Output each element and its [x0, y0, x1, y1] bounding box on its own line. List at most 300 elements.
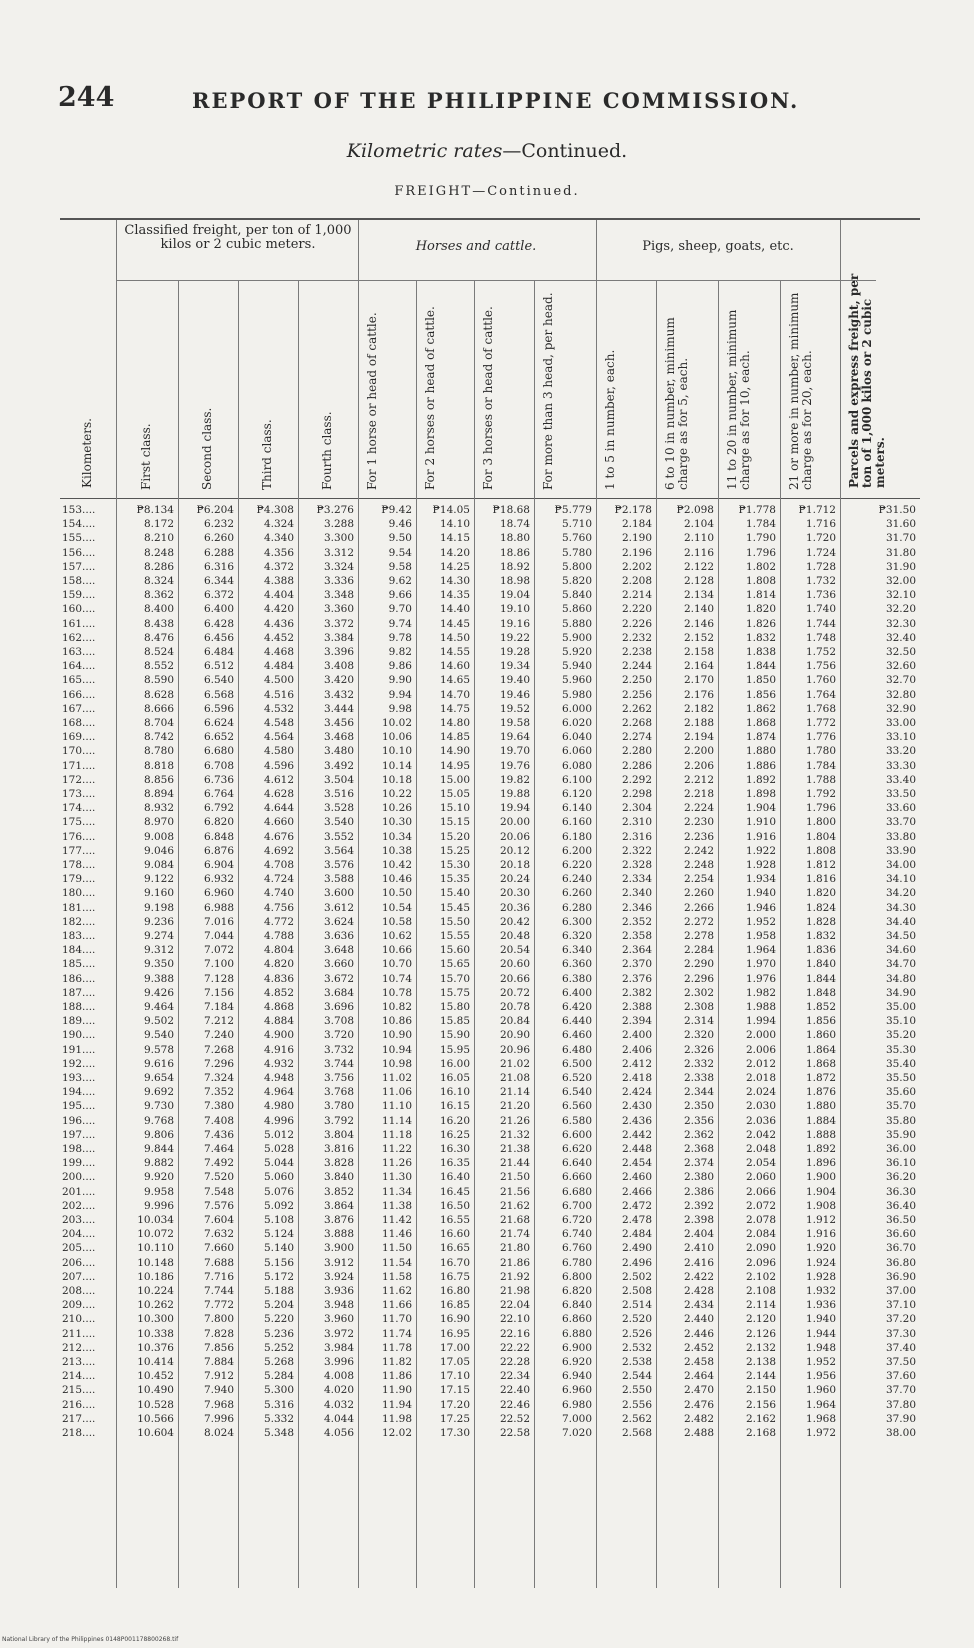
- rate-cell: 6.780: [561, 1256, 592, 1269]
- rate-cell: 1.788: [805, 773, 836, 786]
- rate-cell: 2.478: [621, 1214, 652, 1226]
- rate-cell: 2.272: [683, 915, 714, 928]
- rate-cell: 9.58: [388, 560, 412, 573]
- rate-cell: 6.316: [203, 560, 234, 573]
- rate-cell: 17.30: [439, 1427, 470, 1439]
- rate-cell: 2.072: [745, 1199, 776, 1212]
- rate-cell: 2.344: [683, 1086, 714, 1099]
- rate-cell: 5.880: [561, 617, 592, 630]
- rate-cell: 1.896: [805, 1157, 836, 1170]
- kilometers-cell: 154....: [62, 518, 96, 531]
- rate-cell: 4.996: [263, 1114, 294, 1127]
- rate-cell: 33.00: [885, 717, 916, 729]
- rate-cell: 20.90: [499, 1029, 530, 1042]
- kilometers-cell: 214....: [62, 1370, 96, 1383]
- rate-cell: 20.72: [499, 986, 530, 999]
- rate-cell: 6.792: [203, 802, 234, 815]
- rate-cell: 2.184: [621, 518, 652, 531]
- rate-cell: 2.214: [621, 589, 652, 602]
- kilometers-cell: 206....: [62, 1256, 96, 1269]
- rate-cell: 15.55: [439, 930, 470, 942]
- rate-cell: 4.008: [323, 1370, 354, 1383]
- kilometers-cell: 162....: [62, 631, 96, 644]
- kilometers-cell: 166....: [62, 688, 96, 701]
- rate-cell: 7.716: [203, 1270, 234, 1283]
- kilometers-cell: 158....: [62, 575, 96, 587]
- rate-cell: 14.10: [439, 518, 470, 531]
- rate-cell: 3.732: [323, 1043, 354, 1056]
- subtitle-rest: —Continued.: [502, 140, 628, 162]
- rate-cell: 16.00: [439, 1057, 470, 1070]
- table-row: [60, 1214, 920, 1228]
- rate-cell: 8.894: [143, 788, 174, 800]
- rate-cell: 6.260: [203, 532, 234, 545]
- table-row: [60, 1271, 920, 1285]
- rate-cell: 2.538: [621, 1356, 652, 1368]
- group-header-classified: Classified freight, per ton of 1,000 kilos or 2 cubic meters.: [124, 223, 352, 252]
- rate-cell: 37.40: [885, 1341, 916, 1354]
- rate-cell: 11.18: [381, 1128, 412, 1141]
- rate-cell: 9.806: [143, 1128, 174, 1141]
- rate-cell: 2.550: [621, 1384, 652, 1397]
- rate-cell: 4.468: [263, 646, 294, 658]
- rate-cell: 2.374: [683, 1157, 714, 1170]
- rate-cell: 7.884: [203, 1356, 234, 1368]
- rate-cell: 36.90: [885, 1270, 916, 1283]
- rate-cell: 3.888: [323, 1228, 354, 1241]
- rate-cell: 14.15: [439, 532, 470, 545]
- rate-cell: 20.18: [499, 859, 530, 871]
- table-row: [60, 859, 920, 873]
- rate-cell: 5.332: [263, 1412, 294, 1425]
- rate-cell: 10.604: [137, 1427, 174, 1439]
- rate-cell: 3.816: [323, 1143, 354, 1155]
- kilometers-cell: 180....: [62, 887, 96, 900]
- rate-cell: 17.10: [439, 1370, 470, 1383]
- rate-cell: 3.300: [323, 532, 354, 545]
- group-header-horses: Horses and cattle.: [415, 239, 537, 254]
- rate-cell: 1.790: [745, 532, 776, 545]
- rate-cell: 11.10: [381, 1100, 412, 1113]
- rate-cell: 1.928: [805, 1270, 836, 1283]
- kilometers-cell: 183....: [62, 930, 96, 942]
- table-row: [60, 902, 920, 916]
- rate-cell: 20.48: [499, 930, 530, 942]
- rate-cell: 21.68: [499, 1214, 530, 1226]
- rate-cell: 9.996: [143, 1199, 174, 1212]
- rate-cell: 5.124: [263, 1228, 294, 1241]
- rate-cell: 1.840: [805, 958, 836, 971]
- rate-cell: 7.240: [203, 1029, 234, 1042]
- rate-cell: 3.564: [323, 844, 354, 857]
- rate-cell: 14.85: [439, 731, 470, 744]
- rate-cell: 4.388: [263, 575, 294, 587]
- table-row: [60, 603, 920, 617]
- table-row: [60, 660, 920, 674]
- table-row: [60, 674, 920, 688]
- rate-cell: 1.874: [745, 731, 776, 744]
- rate-cell: 5.156: [263, 1256, 294, 1269]
- table-row: [60, 1058, 920, 1072]
- rate-cell: 2.458: [683, 1356, 714, 1368]
- subtitle-italic: Kilometric rates: [346, 140, 503, 162]
- table-row: [60, 632, 920, 646]
- rate-cell: 20.78: [499, 1001, 530, 1013]
- rate-cell: 9.350: [143, 958, 174, 971]
- rate-cell: 2.382: [621, 986, 652, 999]
- rate-cell: 33.10: [885, 731, 916, 744]
- footer-source: National Library of the Philippines 0148P001178800268.tif: [2, 1636, 179, 1643]
- rate-cell: 1.934: [745, 873, 776, 886]
- rate-cell: 3.468: [323, 731, 354, 744]
- rate-cell: 2.454: [621, 1157, 652, 1170]
- rate-cell: 6.220: [561, 859, 592, 871]
- rate-cell: 33.70: [885, 816, 916, 829]
- rate-cell: 5.012: [263, 1128, 294, 1141]
- rate-cell: 2.296: [683, 972, 714, 985]
- rate-cell: 2.090: [745, 1242, 776, 1255]
- rate-cell: 5.820: [561, 575, 592, 587]
- rate-cell: 32.90: [885, 702, 916, 715]
- rate-cell: 19.82: [499, 773, 530, 786]
- rate-cell: 11.58: [381, 1270, 412, 1283]
- rate-cell: 2.424: [621, 1086, 652, 1099]
- rate-cell: 35.80: [885, 1114, 916, 1127]
- rate-cell: 20.36: [499, 901, 530, 914]
- column-header: For 2 horses or head of cattle.: [423, 306, 437, 490]
- rate-cell: 5.092: [263, 1199, 294, 1212]
- rate-cell: 6.680: [203, 745, 234, 758]
- rate-cell: 2.568: [621, 1427, 652, 1439]
- rate-cell: 2.060: [745, 1171, 776, 1184]
- rate-cell: 1.728: [805, 560, 836, 573]
- rate-cell: 37.90: [885, 1412, 916, 1425]
- rate-cell: 1.872: [805, 1072, 836, 1084]
- rate-cell: 3.876: [323, 1214, 354, 1226]
- rate-cell: 3.852: [323, 1185, 354, 1198]
- rate-cell: 18.98: [499, 575, 530, 587]
- rate-cell: 2.376: [621, 972, 652, 985]
- rate-cell: 15.70: [439, 972, 470, 985]
- rate-cell: 12.02: [381, 1427, 412, 1439]
- rate-cell: 21.86: [499, 1256, 530, 1269]
- rate-cell: 5.300: [263, 1384, 294, 1397]
- rate-cell: 19.34: [499, 660, 530, 673]
- rate-cell: 1.768: [805, 702, 836, 715]
- rate-cell: 2.290: [683, 958, 714, 971]
- rate-cell: ₱18.68: [492, 504, 530, 516]
- kilometers-cell: 157....: [62, 560, 96, 573]
- rate-cell: 7.296: [203, 1057, 234, 1070]
- rate-cell: 4.044: [323, 1412, 354, 1425]
- rate-cell: 7.100: [203, 958, 234, 971]
- rate-cell: 14.60: [439, 660, 470, 673]
- rate-cell: 9.198: [143, 901, 174, 914]
- rate-cell: 8.210: [143, 532, 174, 545]
- rate-cell: 2.406: [621, 1043, 652, 1056]
- rate-cell: 19.76: [499, 759, 530, 772]
- rate-cell: 4.580: [263, 745, 294, 758]
- rate-cell: 6.960: [203, 887, 234, 900]
- rate-cell: 4.020: [323, 1384, 354, 1397]
- rate-cell: 2.084: [745, 1228, 776, 1241]
- rate-cell: 19.10: [499, 603, 530, 616]
- rate-cell: 5.860: [561, 603, 592, 616]
- rate-cell: 36.20: [885, 1171, 916, 1184]
- rate-cell: 7.940: [203, 1384, 234, 1397]
- rate-cell: 34.90: [885, 986, 916, 999]
- rate-cell: 8.932: [143, 802, 174, 815]
- rate-cell: 32.80: [885, 688, 916, 701]
- rate-cell: 34.50: [885, 930, 916, 942]
- rate-cell: 6.988: [203, 901, 234, 914]
- rate-cell: 2.428: [683, 1285, 714, 1297]
- rate-cell: 11.06: [381, 1086, 412, 1099]
- rate-cell: 2.434: [683, 1299, 714, 1312]
- kilometers-cell: 160....: [62, 603, 96, 616]
- table-row: [60, 745, 920, 759]
- rate-cell: 10.224: [137, 1285, 174, 1297]
- rate-cell: 2.262: [621, 702, 652, 715]
- rate-cell: 2.320: [683, 1029, 714, 1042]
- rate-cell: 19.58: [499, 717, 530, 729]
- rate-cell: 1.856: [805, 1015, 836, 1028]
- rate-cell: 21.08: [499, 1072, 530, 1084]
- rate-cell: 3.960: [323, 1313, 354, 1326]
- rate-cell: 2.322: [621, 844, 652, 857]
- table-row: [60, 1342, 920, 1356]
- rate-cell: 37.80: [885, 1398, 916, 1411]
- rate-cell: 9.882: [143, 1157, 174, 1170]
- rate-cell: 3.528: [323, 802, 354, 815]
- rate-cell: 2.470: [683, 1384, 714, 1397]
- rate-cell: 7.688: [203, 1256, 234, 1269]
- rate-cell: 2.514: [621, 1299, 652, 1312]
- rate-cell: 6.800: [561, 1270, 592, 1283]
- table-row: [60, 788, 920, 802]
- rate-cell: 5.840: [561, 589, 592, 602]
- rate-cell: 6.580: [561, 1114, 592, 1127]
- rate-cell: 14.20: [439, 546, 470, 559]
- rate-cell: 7.800: [203, 1313, 234, 1326]
- rate-cell: 2.030: [745, 1100, 776, 1113]
- rate-cell: 2.328: [621, 859, 652, 871]
- kilometers-cell: 165....: [62, 674, 96, 687]
- rate-cell: 1.784: [805, 759, 836, 772]
- rate-cell: 7.184: [203, 1001, 234, 1013]
- rate-cell: 35.60: [885, 1086, 916, 1099]
- rate-cell: 2.440: [683, 1313, 714, 1326]
- table-row: [60, 916, 920, 930]
- rate-cell: 1.888: [805, 1128, 836, 1141]
- rate-cell: 2.116: [683, 546, 714, 559]
- rate-cell: 4.516: [263, 688, 294, 701]
- kilometers-cell: 208....: [62, 1285, 96, 1297]
- rate-cell: 6.540: [561, 1086, 592, 1099]
- rate-cell: 3.864: [323, 1199, 354, 1212]
- rate-cell: 17.20: [439, 1398, 470, 1411]
- table-row: [60, 561, 920, 575]
- rate-cell: 4.660: [263, 816, 294, 829]
- rate-cell: 3.348: [323, 589, 354, 602]
- rate-cell: 6.200: [561, 844, 592, 857]
- kilometers-cell: 192....: [62, 1057, 96, 1070]
- table-row: [60, 1399, 920, 1413]
- kilometers-cell: 169....: [62, 731, 96, 744]
- rate-cell: 4.056: [323, 1427, 354, 1439]
- rate-cell: 5.252: [263, 1341, 294, 1354]
- rate-cell: 2.266: [683, 901, 714, 914]
- rate-cell: 2.196: [621, 546, 652, 559]
- rate-cell: 2.000: [745, 1029, 776, 1042]
- rate-cell: 2.556: [621, 1398, 652, 1411]
- rate-cell: 1.922: [745, 844, 776, 857]
- rate-cell: 6.428: [203, 617, 234, 630]
- rate-cell: 5.980: [561, 688, 592, 701]
- rate-cell: 2.006: [745, 1043, 776, 1056]
- rate-cell: 11.50: [381, 1242, 412, 1255]
- rate-cell: 2.132: [745, 1341, 776, 1354]
- rate-cell: 1.912: [805, 1214, 836, 1226]
- table-row: [60, 1384, 920, 1398]
- rate-cell: 8.780: [143, 745, 174, 758]
- rate-cell: 11.22: [381, 1143, 412, 1155]
- rate-cell: 31.80: [885, 546, 916, 559]
- rate-cell: 33.40: [885, 773, 916, 786]
- rate-cell: 1.868: [805, 1057, 836, 1070]
- kilometers-cell: 185....: [62, 958, 96, 971]
- rate-cell: 6.280: [561, 901, 592, 914]
- rate-cell: 7.912: [203, 1370, 234, 1383]
- rate-cell: 2.496: [621, 1256, 652, 1269]
- rate-cell: 3.600: [323, 887, 354, 900]
- rate-cell: 4.724: [263, 873, 294, 886]
- rate-cell: 6.640: [561, 1157, 592, 1170]
- rate-cell: 6.620: [561, 1143, 592, 1155]
- rate-cell: 9.74: [388, 617, 412, 630]
- rate-cell: 2.164: [683, 660, 714, 673]
- rate-cell: 21.14: [499, 1086, 530, 1099]
- kilometers-cell: 155....: [62, 532, 96, 545]
- rate-cell: 2.126: [745, 1327, 776, 1340]
- rate-cell: 1.900: [805, 1171, 836, 1184]
- rate-cell: 1.808: [745, 575, 776, 587]
- rate-cell: 8.704: [143, 717, 174, 729]
- rate-cell: 33.30: [885, 759, 916, 772]
- rate-cell: 2.520: [621, 1313, 652, 1326]
- rate-cell: ₱1.778: [738, 504, 776, 516]
- rate-cell: 3.936: [323, 1285, 354, 1297]
- rate-cell: 10.58: [381, 915, 412, 928]
- rate-cell: 2.110: [683, 532, 714, 545]
- rate-cell: 6.596: [203, 702, 234, 715]
- rate-cell: 15.95: [439, 1043, 470, 1056]
- rate-cell: 2.220: [621, 603, 652, 616]
- rate-cell: 2.380: [683, 1171, 714, 1184]
- rate-cell: 9.692: [143, 1086, 174, 1099]
- rate-cell: 3.492: [323, 759, 354, 772]
- column-header: Third class.: [260, 419, 274, 490]
- rate-cell: 4.964: [263, 1086, 294, 1099]
- rate-cell: 11.02: [381, 1072, 412, 1084]
- rate-cell: 9.426: [143, 986, 174, 999]
- rate-cell: 1.898: [745, 788, 776, 800]
- rate-cell: 14.70: [439, 688, 470, 701]
- table-row: [60, 1257, 920, 1271]
- rate-cell: 19.70: [499, 745, 530, 758]
- rate-cell: 15.35: [439, 873, 470, 886]
- table-row: [60, 774, 920, 788]
- rate-cell: 2.182: [683, 702, 714, 715]
- rate-cell: 14.50: [439, 631, 470, 644]
- rate-cell: 9.844: [143, 1143, 174, 1155]
- rate-cell: 8.524: [143, 646, 174, 658]
- rate-cell: 2.286: [621, 759, 652, 772]
- rate-cell: 6.400: [561, 986, 592, 999]
- rate-cell: 3.384: [323, 631, 354, 644]
- rate-cell: 2.248: [683, 859, 714, 871]
- rate-cell: 16.20: [439, 1114, 470, 1127]
- rate-cell: 2.152: [683, 631, 714, 644]
- table-row: [60, 887, 920, 901]
- rate-cell: 5.760: [561, 532, 592, 545]
- rate-cell: 4.452: [263, 631, 294, 644]
- rate-cell: 2.490: [621, 1242, 652, 1255]
- rate-cell: 32.30: [885, 617, 916, 630]
- rate-cell: 10.452: [137, 1370, 174, 1383]
- rate-cell: 36.70: [885, 1242, 916, 1255]
- group-header-pigs: Pigs, sheep, goats, etc.: [642, 239, 794, 254]
- rate-cell: 5.028: [263, 1143, 294, 1155]
- rate-cell: 2.358: [621, 930, 652, 942]
- rate-cell: 4.772: [263, 915, 294, 928]
- rate-cell: 3.948: [323, 1299, 354, 1312]
- table-row: [60, 646, 920, 660]
- column-header: 6 to 10 in number, minimum charge as for 5, each.: [663, 317, 690, 490]
- rate-cell: 8.666: [143, 702, 174, 715]
- rate-cell: 2.188: [683, 717, 714, 729]
- rate-cell: 5.140: [263, 1242, 294, 1255]
- rate-cell: 7.156: [203, 986, 234, 999]
- rate-cell: 3.636: [323, 930, 354, 942]
- rate-cell: 10.90: [381, 1029, 412, 1042]
- rate-cell: 3.396: [323, 646, 354, 658]
- rate-cell: 1.946: [745, 901, 776, 914]
- rate-cell: 3.720: [323, 1029, 354, 1042]
- column-header: For 1 horse or head of cattle.: [365, 312, 379, 490]
- rate-cell: 1.970: [745, 958, 776, 971]
- rate-cell: 2.260: [683, 887, 714, 900]
- rate-cell: 22.58: [499, 1427, 530, 1439]
- rate-cell: 35.00: [885, 1001, 916, 1013]
- table-row: [60, 703, 920, 717]
- column-header: For more than 3 head, per head.: [541, 292, 555, 490]
- rate-cell: 2.206: [683, 759, 714, 772]
- rate-cell: 7.856: [203, 1341, 234, 1354]
- rate-cell: 10.78: [381, 986, 412, 999]
- rate-cell: 1.982: [745, 986, 776, 999]
- rate-cell: 9.62: [388, 575, 412, 587]
- kilometers-cell: 193....: [62, 1072, 96, 1084]
- rate-cell: 2.244: [621, 660, 652, 673]
- rate-cell: 2.466: [621, 1185, 652, 1198]
- rate-cell: 2.170: [683, 674, 714, 687]
- table-row: [60, 1356, 920, 1370]
- rate-cell: 3.588: [323, 873, 354, 886]
- subtitle: [0, 140, 974, 162]
- rate-cell: 2.200: [683, 745, 714, 758]
- rate-cell: 36.30: [885, 1185, 916, 1198]
